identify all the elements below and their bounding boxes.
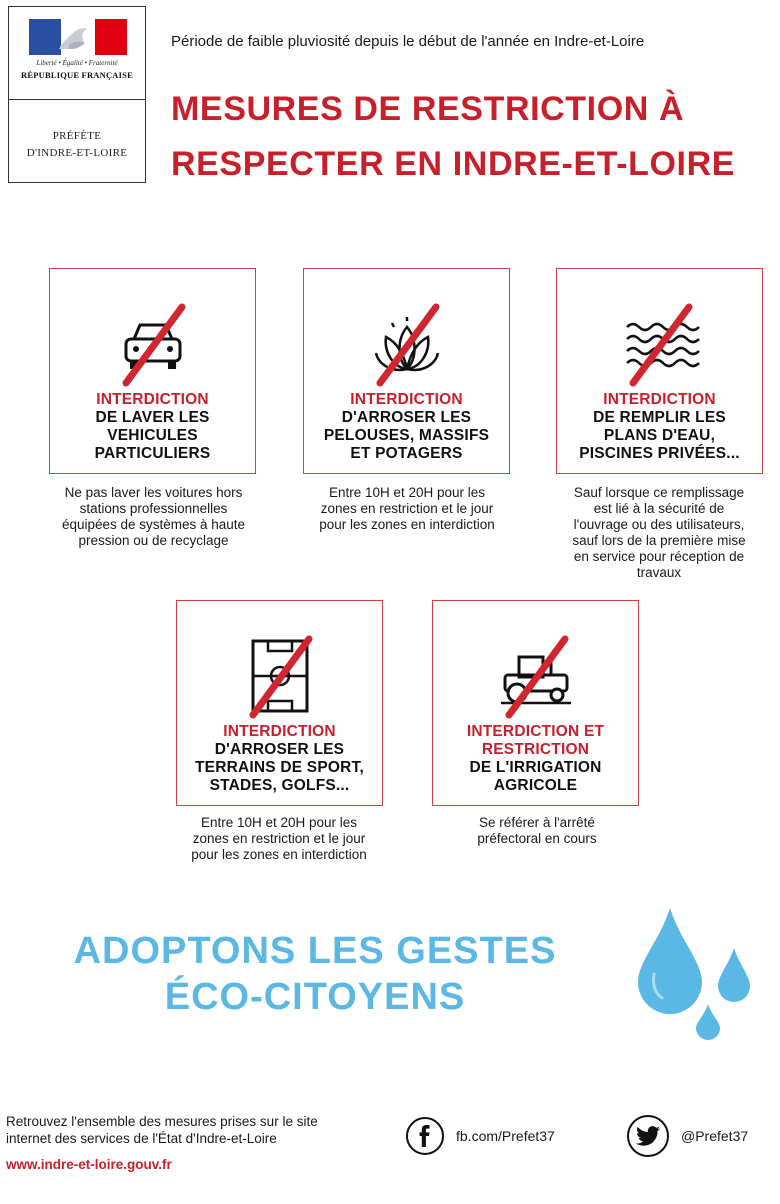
measure-description-line: Ne pas laver les voitures hors xyxy=(64,485,243,500)
measure-heading-line: PLANS D'EAU, xyxy=(603,427,716,444)
measure-description-line: stations professionnelles xyxy=(79,501,228,516)
eco-slogan xyxy=(40,928,590,1020)
measure-heading xyxy=(50,391,255,463)
measure-description-line: est lié à la sécurité de xyxy=(593,501,725,516)
facebook-link[interactable] xyxy=(406,1116,555,1156)
page-subtitle: Période de faible pluviosité depuis le début de l'année en Indre-et-Loire xyxy=(171,33,645,50)
measure-description-line: l'ouvrage ou des utilisateurs, xyxy=(573,517,745,532)
footer-info-line-1: Retrouvez l'ensemble des mesures prises sur le site xyxy=(6,1114,318,1129)
sports-field-icon xyxy=(235,631,325,721)
measure-description-line: Sauf lorsque ce remplissage xyxy=(573,485,745,500)
measure-heading-line: ET POTAGERS xyxy=(350,445,463,462)
measure-heading-red-line: INTERDICTION xyxy=(96,391,209,408)
measure-heading-line: PARTICULIERS xyxy=(94,445,211,462)
measure-description-line: zones en restriction et le jour xyxy=(192,831,366,846)
prefecture-line-2: D'INDRE-ET-LOIRE xyxy=(26,147,128,159)
eco-slogan-line-2: ÉCO-CITOYENS xyxy=(164,976,466,1018)
measure-description-line: équipées de systèmes à haute xyxy=(61,517,246,532)
measure-heading xyxy=(433,723,638,795)
prefecture-line-1: PRÉFÈTE xyxy=(52,130,102,142)
measure-heading-red-line: RESTRICTION xyxy=(481,741,590,758)
measure-heading-red-line: INTERDICTION xyxy=(223,723,336,740)
prefecture-name xyxy=(9,128,145,162)
measure-heading-red-line: INTERDICTION xyxy=(603,391,716,408)
tractor-icon xyxy=(491,631,581,721)
prefecture-logo xyxy=(8,6,146,183)
website-link[interactable]: www.indre-et-loire.gouv.fr xyxy=(6,1157,172,1172)
measure-heading xyxy=(557,391,762,463)
car-icon xyxy=(108,299,198,389)
measure-heading-red-line: INTERDICTION xyxy=(350,391,463,408)
twitter-handle: @Prefet37 xyxy=(681,1128,749,1144)
facebook-handle: fb.com/Prefet37 xyxy=(456,1128,555,1144)
measure-heading-red-line: INTERDICTION ET xyxy=(466,723,605,740)
measure-description-line: en service pour réception de xyxy=(573,549,745,564)
marianne-logo-icon xyxy=(29,19,127,55)
measure-heading-line: STADES, GOLFS... xyxy=(209,777,350,794)
measure-description-line: préfectoral en cours xyxy=(477,831,597,846)
measure-description-line: Entre 10H et 20H pour les xyxy=(200,815,358,830)
measure-heading-line: DE LAVER LES xyxy=(95,409,210,426)
title-line-2: RESPECTER EN INDRE-ET-LOIRE xyxy=(171,145,736,183)
measure-description-line: zones en restriction et le jour xyxy=(320,501,494,516)
measure-description-line: travaux xyxy=(636,565,682,580)
title-line-1: MESURES DE RESTRICTION À xyxy=(171,90,685,128)
measure-description xyxy=(160,815,398,863)
measure-description xyxy=(418,815,656,847)
measure-description-line: pour les zones en interdiction xyxy=(191,847,367,862)
measure-description-line: Entre 10H et 20H pour les xyxy=(328,485,486,500)
twitter-link[interactable] xyxy=(627,1116,748,1156)
measure-description xyxy=(288,485,526,533)
measure-description xyxy=(548,485,770,581)
measure-card xyxy=(556,268,763,474)
measure-description xyxy=(36,485,271,549)
measure-heading-line: D'ARROSER LES xyxy=(341,409,472,426)
footer-info xyxy=(6,1113,318,1147)
republic-motto: Liberté • Égalité • Fraternité xyxy=(36,59,118,67)
measure-card xyxy=(432,600,639,806)
measure-description-line: pression ou de recyclage xyxy=(78,533,229,548)
water-waves-icon xyxy=(615,299,705,389)
measure-card xyxy=(176,600,383,806)
measure-heading-line: PISCINES PRIVÉES... xyxy=(579,445,740,462)
twitter-icon xyxy=(627,1115,669,1157)
measure-heading xyxy=(304,391,509,463)
measure-heading-line: D'ARROSER LES xyxy=(214,741,345,758)
measure-heading-line: DE REMPLIR LES xyxy=(593,409,726,426)
measure-heading-line: PELOUSES, MASSIFS xyxy=(323,427,490,444)
measure-heading-line: VEHICULES xyxy=(107,427,198,444)
flower-icon xyxy=(362,299,452,389)
measure-card xyxy=(49,268,256,474)
measure-description-line: Se référer à l'arrêté xyxy=(479,815,595,830)
measure-description-line: sauf lors de la première mise xyxy=(572,533,746,548)
footer-info-line-2: internet des services de l'État d'Indre-et-Loire xyxy=(6,1131,277,1146)
republic-name: RÉPUBLIQUE FRANÇAISE xyxy=(21,70,133,80)
measure-card xyxy=(303,268,510,474)
measure-heading-line: DE L'IRRIGATION xyxy=(469,759,602,776)
eco-slogan-line-1: ADOPTONS LES GESTES xyxy=(73,930,557,972)
facebook-icon xyxy=(406,1117,444,1155)
measure-heading xyxy=(177,723,382,795)
measure-description-line: pour les zones en interdiction xyxy=(319,517,495,532)
measure-heading-line: TERRAINS DE SPORT, xyxy=(195,759,364,776)
measure-heading-line: AGRICOLE xyxy=(493,777,578,794)
page-title xyxy=(171,82,771,192)
water-drops-icon xyxy=(630,900,760,1050)
